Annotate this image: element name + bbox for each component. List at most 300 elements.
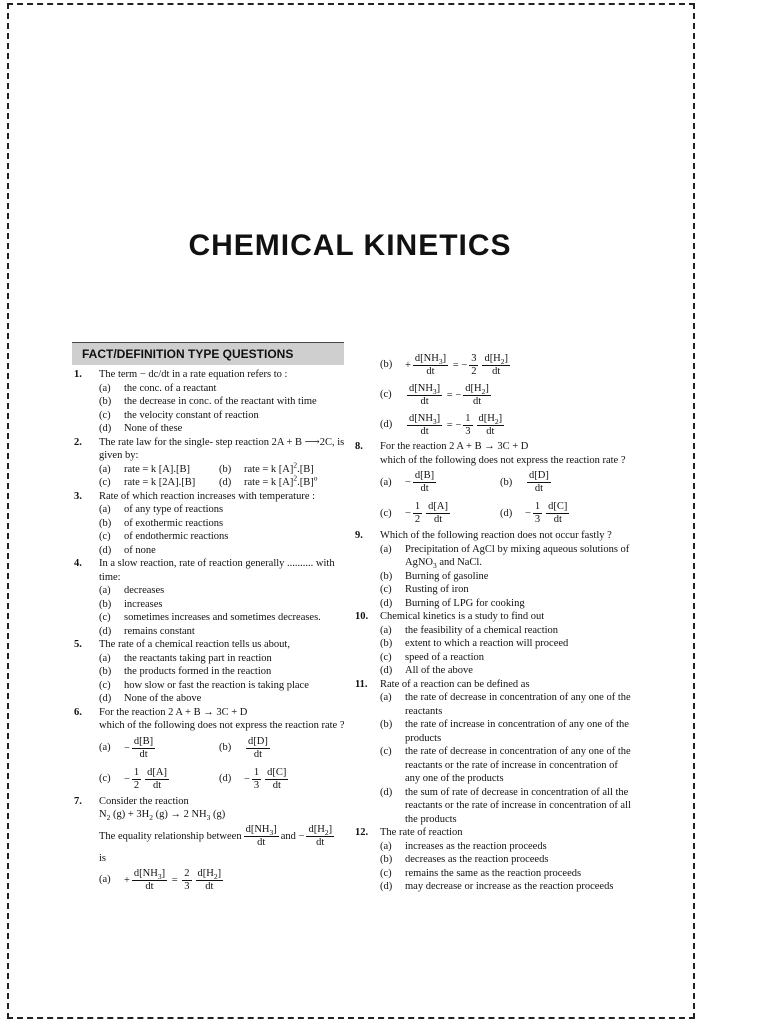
option-label: (d) [380, 786, 393, 798]
text-run: = [169, 874, 181, 886]
text-run: − [124, 742, 130, 754]
option-label: (a) [99, 382, 111, 394]
question-text [99, 719, 350, 733]
fraction-denominator: dt [553, 514, 562, 525]
question-number: 2. [74, 436, 82, 448]
text-run: The rate of reaction [380, 827, 463, 838]
question-text [99, 706, 350, 720]
option-text [405, 598, 525, 609]
option-text [244, 736, 272, 761]
fraction [244, 824, 279, 849]
option-label: (c) [380, 584, 392, 595]
option-label: (c) [380, 651, 392, 663]
fraction [527, 470, 551, 495]
subscript: 3 [432, 386, 437, 396]
text-run: .[B] [297, 463, 314, 475]
text-run: In a slow reaction, rate of reaction generally .......... with time: [99, 558, 335, 583]
answer-option [99, 395, 350, 409]
text-run: extent to which a reaction will proceed [405, 638, 569, 649]
option-row [99, 733, 350, 764]
text-run: + [405, 359, 411, 371]
fraction-numerator: 1 [534, 501, 541, 512]
fraction [469, 353, 478, 378]
answer-option [380, 350, 633, 380]
option-text [124, 545, 156, 556]
text-run: − [124, 773, 130, 785]
answer-option [99, 503, 350, 517]
option-label: (d) [99, 625, 112, 637]
option-label: (a) [380, 476, 392, 488]
fraction-numerator: 1 [414, 501, 421, 512]
question-text [99, 436, 350, 463]
text-run: For the reaction 2 A + B → 3C + D [380, 441, 529, 452]
subscript: 2 [213, 871, 218, 881]
question-number: 11. [355, 678, 368, 690]
section-heading: FACT/DEFINITION TYPE QUESTIONS [72, 342, 344, 365]
option-label: (c) [99, 477, 111, 488]
answer-option [500, 498, 620, 529]
answer-option [380, 664, 633, 678]
fraction-numerator: $d[NH_3]$ [133, 867, 166, 881]
answer-option [99, 463, 219, 477]
fraction-denominator: dt [205, 880, 214, 892]
option-label: (d) [219, 773, 232, 785]
answer-option [219, 733, 339, 764]
fraction-denominator: dt [486, 425, 495, 437]
option-label: (b) [219, 742, 232, 754]
answer-option [99, 865, 350, 895]
text-run: (g) [210, 809, 226, 820]
fraction [196, 868, 224, 893]
answer-option [380, 718, 633, 745]
option-label: (d) [99, 423, 112, 434]
option-label: (b) [99, 517, 112, 529]
option-row [380, 467, 633, 498]
answer-option [380, 543, 633, 570]
option-text [405, 787, 631, 825]
option-text [405, 470, 438, 495]
option-label: (c) [99, 531, 111, 542]
fraction [132, 868, 167, 893]
option-text [124, 464, 190, 475]
text-run: and NaCl. [436, 557, 482, 568]
option-label: (b) [99, 666, 112, 677]
option-text [405, 413, 506, 438]
fraction [132, 767, 141, 792]
option-text [124, 599, 162, 610]
text-run: None of these [124, 423, 183, 434]
option-text [124, 612, 321, 623]
text-run: Precipitation of AgCl by mixing aqueous solutions of AgNO [405, 543, 630, 568]
option-label: (b) [219, 463, 232, 475]
fraction-denominator: 3 [184, 880, 190, 892]
option-text [124, 736, 157, 761]
fraction-numerator: $d[H_2]$ [478, 412, 503, 426]
text-run: decreases as the reaction proceeds [405, 854, 549, 865]
option-text [405, 501, 452, 526]
fraction-denominator: dt [420, 425, 429, 437]
fraction-denominator: dt [145, 880, 154, 892]
fraction [533, 501, 542, 526]
text-run: of any type of reactions [124, 504, 224, 515]
fraction-denominator: dt [434, 514, 443, 525]
option-label: (b) [99, 598, 112, 610]
fraction-denominator: 2 [471, 365, 477, 377]
answer-option [99, 598, 350, 612]
option-text [124, 767, 171, 792]
answer-option [99, 625, 350, 639]
text-run: Rate of which reaction increases with temperature : [99, 490, 316, 502]
answer-option [380, 651, 633, 665]
option-label: (b) [99, 396, 112, 407]
option-text [405, 353, 512, 378]
subscript: 3 [157, 871, 162, 881]
subscript: 2 [149, 813, 153, 823]
answer-option [99, 679, 350, 693]
option-text [124, 531, 228, 542]
question-text [380, 826, 633, 840]
answer-option [380, 745, 633, 786]
text-run: .[B] [297, 477, 314, 488]
answer-option [99, 544, 350, 558]
superscript: o [313, 473, 318, 483]
option-label: (b) [380, 359, 393, 371]
question-text [380, 678, 633, 692]
question [355, 678, 633, 827]
option-text [405, 841, 547, 852]
text-run: decreases [124, 585, 165, 596]
answer-option [380, 380, 633, 410]
fraction-denominator: 3 [534, 514, 541, 525]
text-run: Burning of gasoline [405, 570, 489, 582]
option-text [405, 652, 484, 663]
answer-option [99, 764, 219, 795]
question [355, 529, 633, 610]
option-text [405, 584, 469, 595]
answer-option [380, 840, 633, 854]
subscript: 3 [269, 828, 274, 838]
option-label: (b) [380, 638, 393, 649]
fraction-denominator: dt [253, 748, 262, 760]
fraction [482, 353, 510, 378]
option-label: (c) [380, 507, 392, 519]
text-run: the sum of rate of decrease in concentration of all the reactants or the rate of increase in concentration of all the products [405, 786, 631, 825]
answer-option [380, 597, 633, 611]
answer-option [99, 733, 219, 764]
option-label: (a) [99, 585, 111, 596]
fraction [413, 353, 448, 378]
answer-option [380, 410, 633, 440]
subscript: 2 [324, 828, 329, 838]
answer-option [99, 611, 350, 625]
answer-option [380, 867, 633, 881]
question [74, 706, 350, 795]
fraction-denominator: dt [472, 395, 482, 407]
option-label: (c) [99, 773, 111, 785]
subscript: 3 [206, 813, 211, 823]
fraction [426, 501, 450, 526]
text-run: sometimes increases and sometimes decreases. [124, 612, 321, 623]
answer-option [219, 473, 339, 490]
text-run: Rusting of iron [405, 584, 469, 595]
page-title: CHEMICAL KINETICS [188, 229, 512, 262]
question [355, 610, 633, 678]
question-number: 7. [74, 795, 82, 807]
option-text [405, 746, 631, 784]
text-run: rate = k [A].[B] [124, 463, 190, 475]
option-text [405, 719, 629, 744]
text-run: remains constant [124, 625, 195, 637]
fraction-numerator: 1 [253, 766, 260, 778]
question-text [99, 852, 350, 866]
subscript: 2 [494, 416, 499, 426]
option-text [124, 396, 317, 407]
option-text [405, 625, 558, 636]
option-text [124, 653, 272, 664]
answer-option [380, 691, 633, 718]
option-text [124, 693, 201, 704]
option-label: (d) [99, 544, 112, 556]
answer-option [99, 530, 350, 544]
text-run: Consider the reaction [99, 795, 189, 807]
text-run: which of the following does not express the reaction rate ? [380, 454, 626, 466]
answer-option [99, 692, 350, 706]
superscript: 2 [293, 473, 298, 483]
option-text [124, 410, 259, 421]
option-label: (b) [380, 854, 393, 865]
text-run: − [525, 507, 531, 519]
text-run: Which of the following reaction does not occur fastly ? [380, 530, 612, 541]
option-label: (c) [380, 389, 392, 401]
option-label: (d) [380, 665, 393, 676]
answer-option [380, 880, 633, 894]
question-text [99, 368, 350, 382]
text-run: how slow or fast the reaction is taking place [124, 679, 309, 691]
option-label: (a) [99, 874, 111, 886]
fraction-denominator: dt [420, 483, 429, 494]
answer-option [99, 409, 350, 423]
text-run: (g) → 2 NH [152, 809, 207, 820]
fraction-numerator: 3 [471, 352, 477, 364]
option-label: (a) [380, 840, 392, 852]
fraction-denominator: 3 [253, 779, 260, 791]
fraction-denominator: dt [420, 395, 429, 407]
question-number: 4. [74, 558, 82, 569]
fraction-numerator: d[D] [248, 735, 268, 747]
option-label: (b) [500, 476, 513, 488]
text-run: = − [444, 419, 462, 431]
question-equation [99, 822, 350, 852]
option-text [525, 470, 553, 495]
option-label: (b) [380, 719, 393, 730]
question [355, 440, 633, 529]
answer-option [380, 583, 633, 597]
fraction-numerator: $d[H_2]$ [484, 352, 509, 366]
option-row [99, 764, 350, 795]
text-run: speed of a reaction [405, 651, 485, 663]
question-continuation [355, 350, 633, 440]
answer-option [380, 786, 633, 827]
answer-option [99, 382, 350, 396]
text-run: All of the above [405, 665, 473, 676]
text-run: the conc. of a reactant [124, 382, 217, 394]
subscript: 2 [500, 356, 505, 366]
question [355, 826, 633, 894]
option-text [525, 501, 571, 526]
question-text [99, 490, 350, 504]
left-column [74, 368, 350, 895]
option-text [124, 666, 271, 677]
text-run: (g) + 3H [110, 809, 150, 820]
fraction [132, 736, 155, 761]
text-run: the reactants taking part in reaction [124, 652, 272, 664]
option-text [405, 665, 473, 676]
option-text [124, 423, 182, 434]
option-row [380, 498, 633, 529]
fraction-numerator: $d[H_2]$ [308, 824, 333, 838]
fraction-numerator: 2 [184, 867, 190, 879]
question-number: 3. [74, 490, 82, 502]
fraction-numerator: d[D] [529, 470, 549, 481]
question [74, 436, 350, 490]
answer-option [219, 460, 339, 477]
fraction-numerator: d[A] [147, 766, 167, 778]
option-label: (c) [99, 409, 111, 421]
question [74, 638, 350, 706]
fraction-numerator: d[C] [267, 766, 287, 778]
text-run: Chemical kinetics is a study to find out [380, 611, 545, 622]
fraction [413, 501, 422, 526]
option-label: (d) [380, 881, 393, 892]
question-text [99, 808, 350, 822]
fraction-denominator: dt [426, 365, 435, 377]
text-run: rate = k [A] [244, 463, 294, 475]
question-text [99, 557, 350, 584]
option-text [124, 585, 164, 596]
question-text [380, 529, 633, 543]
text-run: − [244, 773, 250, 785]
option-label: (d) [380, 419, 393, 431]
fraction-numerator: d[C] [548, 501, 568, 512]
text-run: = − [444, 389, 462, 401]
text-run: of none [124, 544, 156, 556]
text-run: of exothermic reactions [124, 517, 224, 529]
fraction-denominator: 2 [133, 779, 140, 791]
question-number: 10. [355, 611, 369, 622]
option-label: (a) [99, 652, 111, 664]
option-text [124, 504, 223, 515]
text-run: The equality relationship between [99, 830, 242, 842]
fraction-denominator: dt [139, 748, 148, 760]
text-run: the rate of increase in concentration of any one of the products [405, 719, 629, 744]
question-number: 9. [355, 530, 363, 541]
text-run: increases [124, 598, 163, 610]
fraction-numerator: d[B] [133, 735, 154, 747]
option-label: (c) [380, 746, 392, 757]
option-label: (c) [99, 679, 111, 691]
text-run: the decrease in conc. of the reactant with time [124, 396, 317, 407]
option-text [405, 638, 568, 649]
answer-option [219, 764, 339, 795]
option-label: (a) [380, 692, 392, 703]
text-run: rate = k [2A].[B] [124, 477, 196, 488]
question-text [99, 795, 350, 809]
option-text [124, 868, 225, 893]
fraction [252, 767, 261, 792]
question-number: 12. [355, 827, 369, 838]
answer-option [380, 467, 500, 498]
option-label: (a) [99, 742, 111, 754]
option-row [99, 473, 350, 490]
fraction [463, 413, 472, 438]
option-text [405, 544, 629, 569]
answer-option [380, 498, 500, 529]
option-label: (a) [99, 504, 111, 515]
text-run: is [99, 852, 107, 864]
fraction-denominator: 2 [414, 514, 421, 525]
option-label: (d) [219, 477, 232, 488]
option-text [124, 680, 309, 691]
option-text [405, 383, 493, 408]
text-run: N [99, 809, 107, 820]
option-label: (d) [500, 507, 513, 519]
text-run: of endothermic reactions [124, 531, 229, 542]
fraction [463, 383, 491, 408]
question-number: 8. [355, 441, 363, 452]
superscript: 2 [293, 460, 298, 469]
question-text [380, 454, 633, 468]
fraction [145, 767, 169, 792]
option-text [244, 767, 290, 792]
text-run: = − [450, 359, 468, 371]
text-run: Burning of LPG for cooking [405, 597, 525, 609]
text-run: − [405, 476, 411, 488]
text-run: which of the following does not express the reaction rate ? [99, 720, 345, 731]
option-text [244, 473, 318, 488]
text-run: − [405, 507, 411, 519]
fraction-numerator: $d[NH_3]$ [245, 824, 277, 838]
option-label: (a) [380, 543, 392, 555]
option-text [244, 460, 314, 475]
question [74, 490, 350, 558]
answer-option [380, 624, 633, 638]
fraction [306, 824, 334, 849]
text-run: increases as the reaction proceeds [405, 840, 547, 852]
right-column [355, 350, 633, 894]
question-text [380, 440, 633, 454]
fraction-denominator: dt [153, 779, 162, 791]
fraction [407, 413, 442, 438]
fraction-denominator: dt [272, 779, 281, 791]
text-run: the rate of decrease in concentration of any one of the reactants or the rate of increase in concentration of any one of the products [405, 746, 631, 784]
fraction [182, 868, 191, 893]
option-text [405, 854, 548, 865]
option-label: (c) [380, 867, 392, 879]
option-text [405, 881, 613, 892]
option-text [405, 571, 488, 582]
option-label: (a) [99, 463, 111, 475]
option-text [124, 626, 195, 637]
fraction-numerator: 1 [133, 766, 140, 778]
text-run: rate = k [A] [244, 477, 294, 488]
text-run: the velocity constant of reaction [124, 409, 259, 421]
answer-option [99, 476, 219, 490]
fraction-denominator: dt [492, 365, 501, 377]
subscript: 3 [433, 561, 437, 571]
fraction [407, 383, 442, 408]
fraction-numerator: d[B] [414, 470, 435, 481]
option-row [99, 460, 350, 477]
